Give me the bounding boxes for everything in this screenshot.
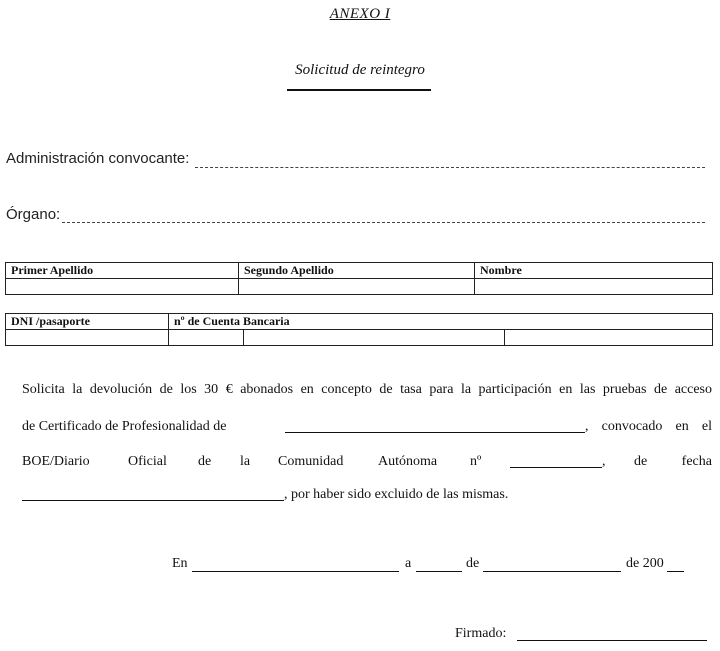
mes-field[interactable] — [483, 571, 621, 572]
bank-table — [5, 313, 713, 346]
administracion-field[interactable] — [195, 167, 705, 168]
name-table-row — [6, 279, 713, 295]
body-line-1: Solicita la devolución de los 30 € abonados en concepto de tasa para la participación en las pruebas de acceso — [22, 382, 712, 397]
bank-table-header — [6, 314, 713, 330]
annex-title: ANEXO I — [329, 6, 391, 22]
segundo-apellido-cell[interactable] — [239, 279, 475, 295]
dni-cell[interactable] — [6, 330, 169, 346]
lugar-field[interactable] — [192, 571, 399, 572]
body-line-3-w4: la — [240, 454, 251, 469]
col-primer-apellido: Primer Apellido — [6, 263, 239, 279]
name-table — [5, 262, 713, 295]
body-line-2-end: , convocado en el — [585, 419, 712, 434]
name-table-header — [6, 263, 713, 279]
boe-numero-field[interactable] — [510, 467, 602, 468]
body-line-3-w5: Comunidad — [278, 454, 344, 469]
subtitle-underline — [287, 89, 431, 91]
col-nombre: Nombre — [475, 263, 713, 279]
nombre-cell[interactable] — [475, 279, 713, 295]
primer-apellido-cell[interactable] — [6, 279, 239, 295]
administracion-label: Administración convocante: — [6, 150, 190, 167]
body-line-3-w7: nº — [470, 454, 482, 469]
body-line-4-end: , por haber sido excluido de las mismas. — [284, 487, 509, 502]
body-line-3-w3: de — [198, 454, 212, 469]
body-line-3-fecha: de fecha — [634, 454, 712, 469]
col-dni: DNI /pasaporte — [6, 314, 169, 330]
signature-field[interactable] — [517, 640, 707, 641]
body-line-2-start: de Certificado de Profesionalidad de — [22, 419, 227, 434]
certificado-field[interactable] — [285, 432, 585, 433]
cuenta-cell-2[interactable] — [244, 330, 505, 346]
form-subtitle: Solicitud de reintegro — [295, 62, 425, 78]
date-a-label: a — [405, 556, 412, 571]
body-line-3-w1: BOE/Diario — [22, 454, 90, 469]
bank-table-row — [6, 330, 713, 346]
organo-label: Órgano: — [6, 206, 61, 223]
date-de2-label: de 200 — [626, 556, 664, 571]
col-cuenta: nº de Cuenta Bancaria — [169, 314, 713, 330]
organo-field[interactable] — [62, 222, 705, 223]
fecha-field[interactable] — [22, 500, 284, 501]
col-segundo-apellido: Segundo Apellido — [239, 263, 475, 279]
dia-field[interactable] — [416, 571, 462, 572]
signature-label: Firmado: — [455, 626, 507, 641]
date-de1-label: de — [466, 556, 480, 571]
cuenta-cell-1[interactable] — [169, 330, 244, 346]
anio-field[interactable] — [667, 571, 684, 572]
body-line-3-w2: Oficial — [128, 454, 167, 469]
cuenta-cell-3[interactable] — [505, 330, 713, 346]
body-line-3-w6: Autónoma — [378, 454, 438, 469]
date-en-label: En — [172, 556, 188, 571]
body-line-3-comma: , — [602, 454, 606, 469]
